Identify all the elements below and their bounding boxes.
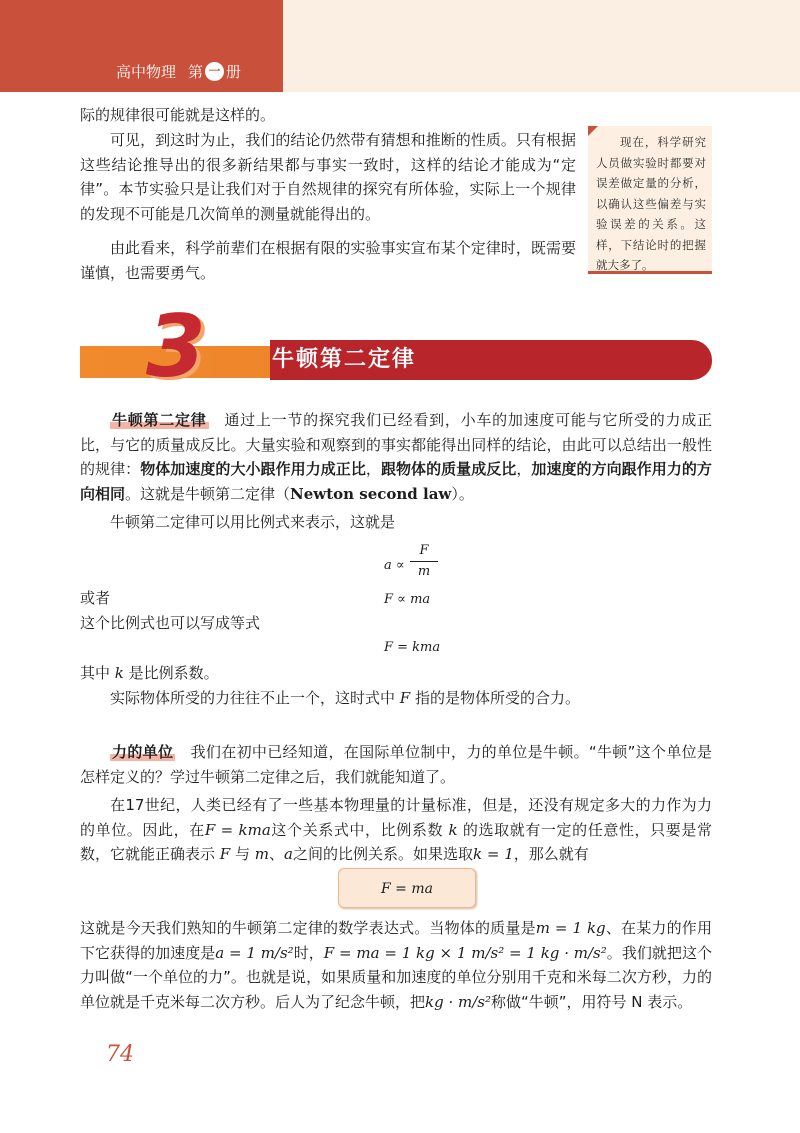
equation-1-lhs: a ∝ <box>384 558 405 573</box>
section-number: 3 <box>146 297 206 397</box>
punct: ， <box>365 460 381 478</box>
text-run: 、 <box>269 845 285 863</box>
text-run: 时， <box>293 943 324 962</box>
intro-paragraph: 可见，到这时为止，我们的结论仍然带有猜想和推断的性质。只有根据这些结论推导出的很多新结果都与事实一致时，这样的结论才能成为“定律”。本节实验只是让我们对于自然规律的探究有所体验，实际上一个规律的发现不可能是几次简单的测量就能得出的。 <box>80 131 576 223</box>
or-label: 或者 <box>80 589 111 607</box>
law-english-term: Newton second law <box>290 484 452 503</box>
law-statement-3: 加速度的方向跟作用力的方向相同 <box>80 460 712 503</box>
text-run: 称做“牛顿”，用符号 N 表示。 <box>491 992 693 1011</box>
force-unit-paragraph-2 <box>80 793 712 867</box>
text-run: 、在某力的作用下它获得的加速度是 <box>80 919 712 962</box>
inline-equation: F = kma <box>204 820 271 839</box>
force-unit-paragraph-3 <box>80 916 712 1014</box>
equation-3: F = kma <box>384 640 441 655</box>
intro-paragraph-2: 由此看来，科学前辈们在根据有限的实验事实宣布某个定律时，既需要谨慎，也需要勇气。 <box>80 239 576 282</box>
net-text-post: 指的是物体所受的合力。 <box>415 689 581 707</box>
force-unit-paragraph <box>80 740 712 789</box>
force-unit-keyword: 力的单位 <box>112 743 174 761</box>
text-run: 的选取就有一定的任意性，只要是常数，它就能正确表示 <box>80 820 712 863</box>
volume-badge: 一 <box>205 62 224 81</box>
page-number: 74 <box>106 1042 134 1067</box>
running-header <box>116 62 241 81</box>
header-vol-suffix: 册 <box>226 62 242 81</box>
net-force-note <box>80 686 712 711</box>
equality-intro: 这个比例式也可以写成等式 <box>80 614 261 632</box>
law-text-tail: 。这就是牛顿第二定律（ <box>125 484 291 503</box>
inline-symbol-m: m <box>254 845 270 863</box>
net-text-pre: 实际物体所受的力往往不止一个，这时式中 <box>110 689 396 707</box>
text-run: 之间的比例关系。如果选取 <box>293 845 474 863</box>
header-subject: 高中物理 <box>116 62 177 81</box>
punct: ， <box>516 460 532 478</box>
section-title: 牛顿第二定律 <box>272 347 417 372</box>
side-note-text: 现在，科学研究人员做实验时都要对误差做定量的分析，以确认这些偏差与实验误差的关系。这样，下结论时的把握就大多了。 <box>596 135 706 272</box>
newton-law-paragraph <box>80 408 712 506</box>
inline-mass: m = 1 kg <box>535 919 606 937</box>
k-text-post: 是比例系数。 <box>128 664 219 682</box>
net-symbol: F <box>399 689 411 707</box>
text-run: 这个关系式中，比例系数 <box>270 820 444 839</box>
k-definition <box>80 661 712 686</box>
text-run: 这就是今天我们熟知的牛顿第二定律的数学表达式。当物体的质量是 <box>80 919 536 937</box>
force-unit-text: 我们在初中已经知道，在国际单位制中，力的单位是牛顿。“牛顿”这个单位是怎样定义的？学过牛顿第二定律之后，我们就能知道了。 <box>80 743 712 786</box>
inline-calculation: F = ma = 1 kg × 1 m/s² = 1 kg · m/s² <box>323 943 607 962</box>
text-run: 。我们就把这个力叫做“一个单位的力”。也就是说，如果质量和加速度的单位分别用千克和米每二次方秒，力的单位就是千克米每二次方秒。后人为了纪念牛顿，把 <box>80 943 712 1011</box>
intro-line: 际的规律很可能就是这样的。 <box>80 106 276 124</box>
header-bar <box>0 0 800 92</box>
law-statement-2: 跟物体的质量成反比 <box>380 460 517 478</box>
fraction-numerator: F <box>419 543 429 558</box>
k-symbol: k <box>114 664 124 682</box>
inline-symbol-F: F <box>219 845 231 863</box>
side-note <box>588 126 712 274</box>
equation-1-fraction <box>410 542 438 581</box>
header-vol-prefix: 第 <box>188 62 204 81</box>
equation-2: F ∝ ma <box>384 592 431 607</box>
inline-acceleration: a = 1 m/s² <box>215 943 294 962</box>
newton-law-keyword: 牛顿第二定律 <box>112 411 207 429</box>
text-run: 与 <box>235 845 251 863</box>
inline-k-equals-1: k = 1 <box>473 845 514 863</box>
punct: ）。 <box>451 484 474 503</box>
inline-symbol-k: k <box>448 820 458 839</box>
inline-symbol-a: a <box>284 845 293 863</box>
newton-law-text: 通过上一节的探究我们已经看到，小车的加速度可能与它所受的力成正比，与它的质量成反比。大量实验和观察到的事实都能得出同样的结论，由此可以总结出一般性的规律： <box>80 411 712 478</box>
text-run: 在17世纪，人类已经有了一些基本物理量的计量标准，但是，还没有规定多大的力作为力的单位。因此，在 <box>80 796 712 839</box>
highlighted-equation: F = ma <box>338 868 476 908</box>
proportion-intro: 牛顿第二定律可以用比例式来表示，这就是 <box>110 513 396 531</box>
k-text-pre: 其中 <box>80 664 111 682</box>
text-run: ，那么就有 <box>513 845 589 863</box>
law-statement-1: 物体加速度的大小跟作用力成正比 <box>140 460 366 478</box>
inline-unit: kg · m/s² <box>425 992 491 1011</box>
fraction-denominator: m <box>417 564 431 579</box>
